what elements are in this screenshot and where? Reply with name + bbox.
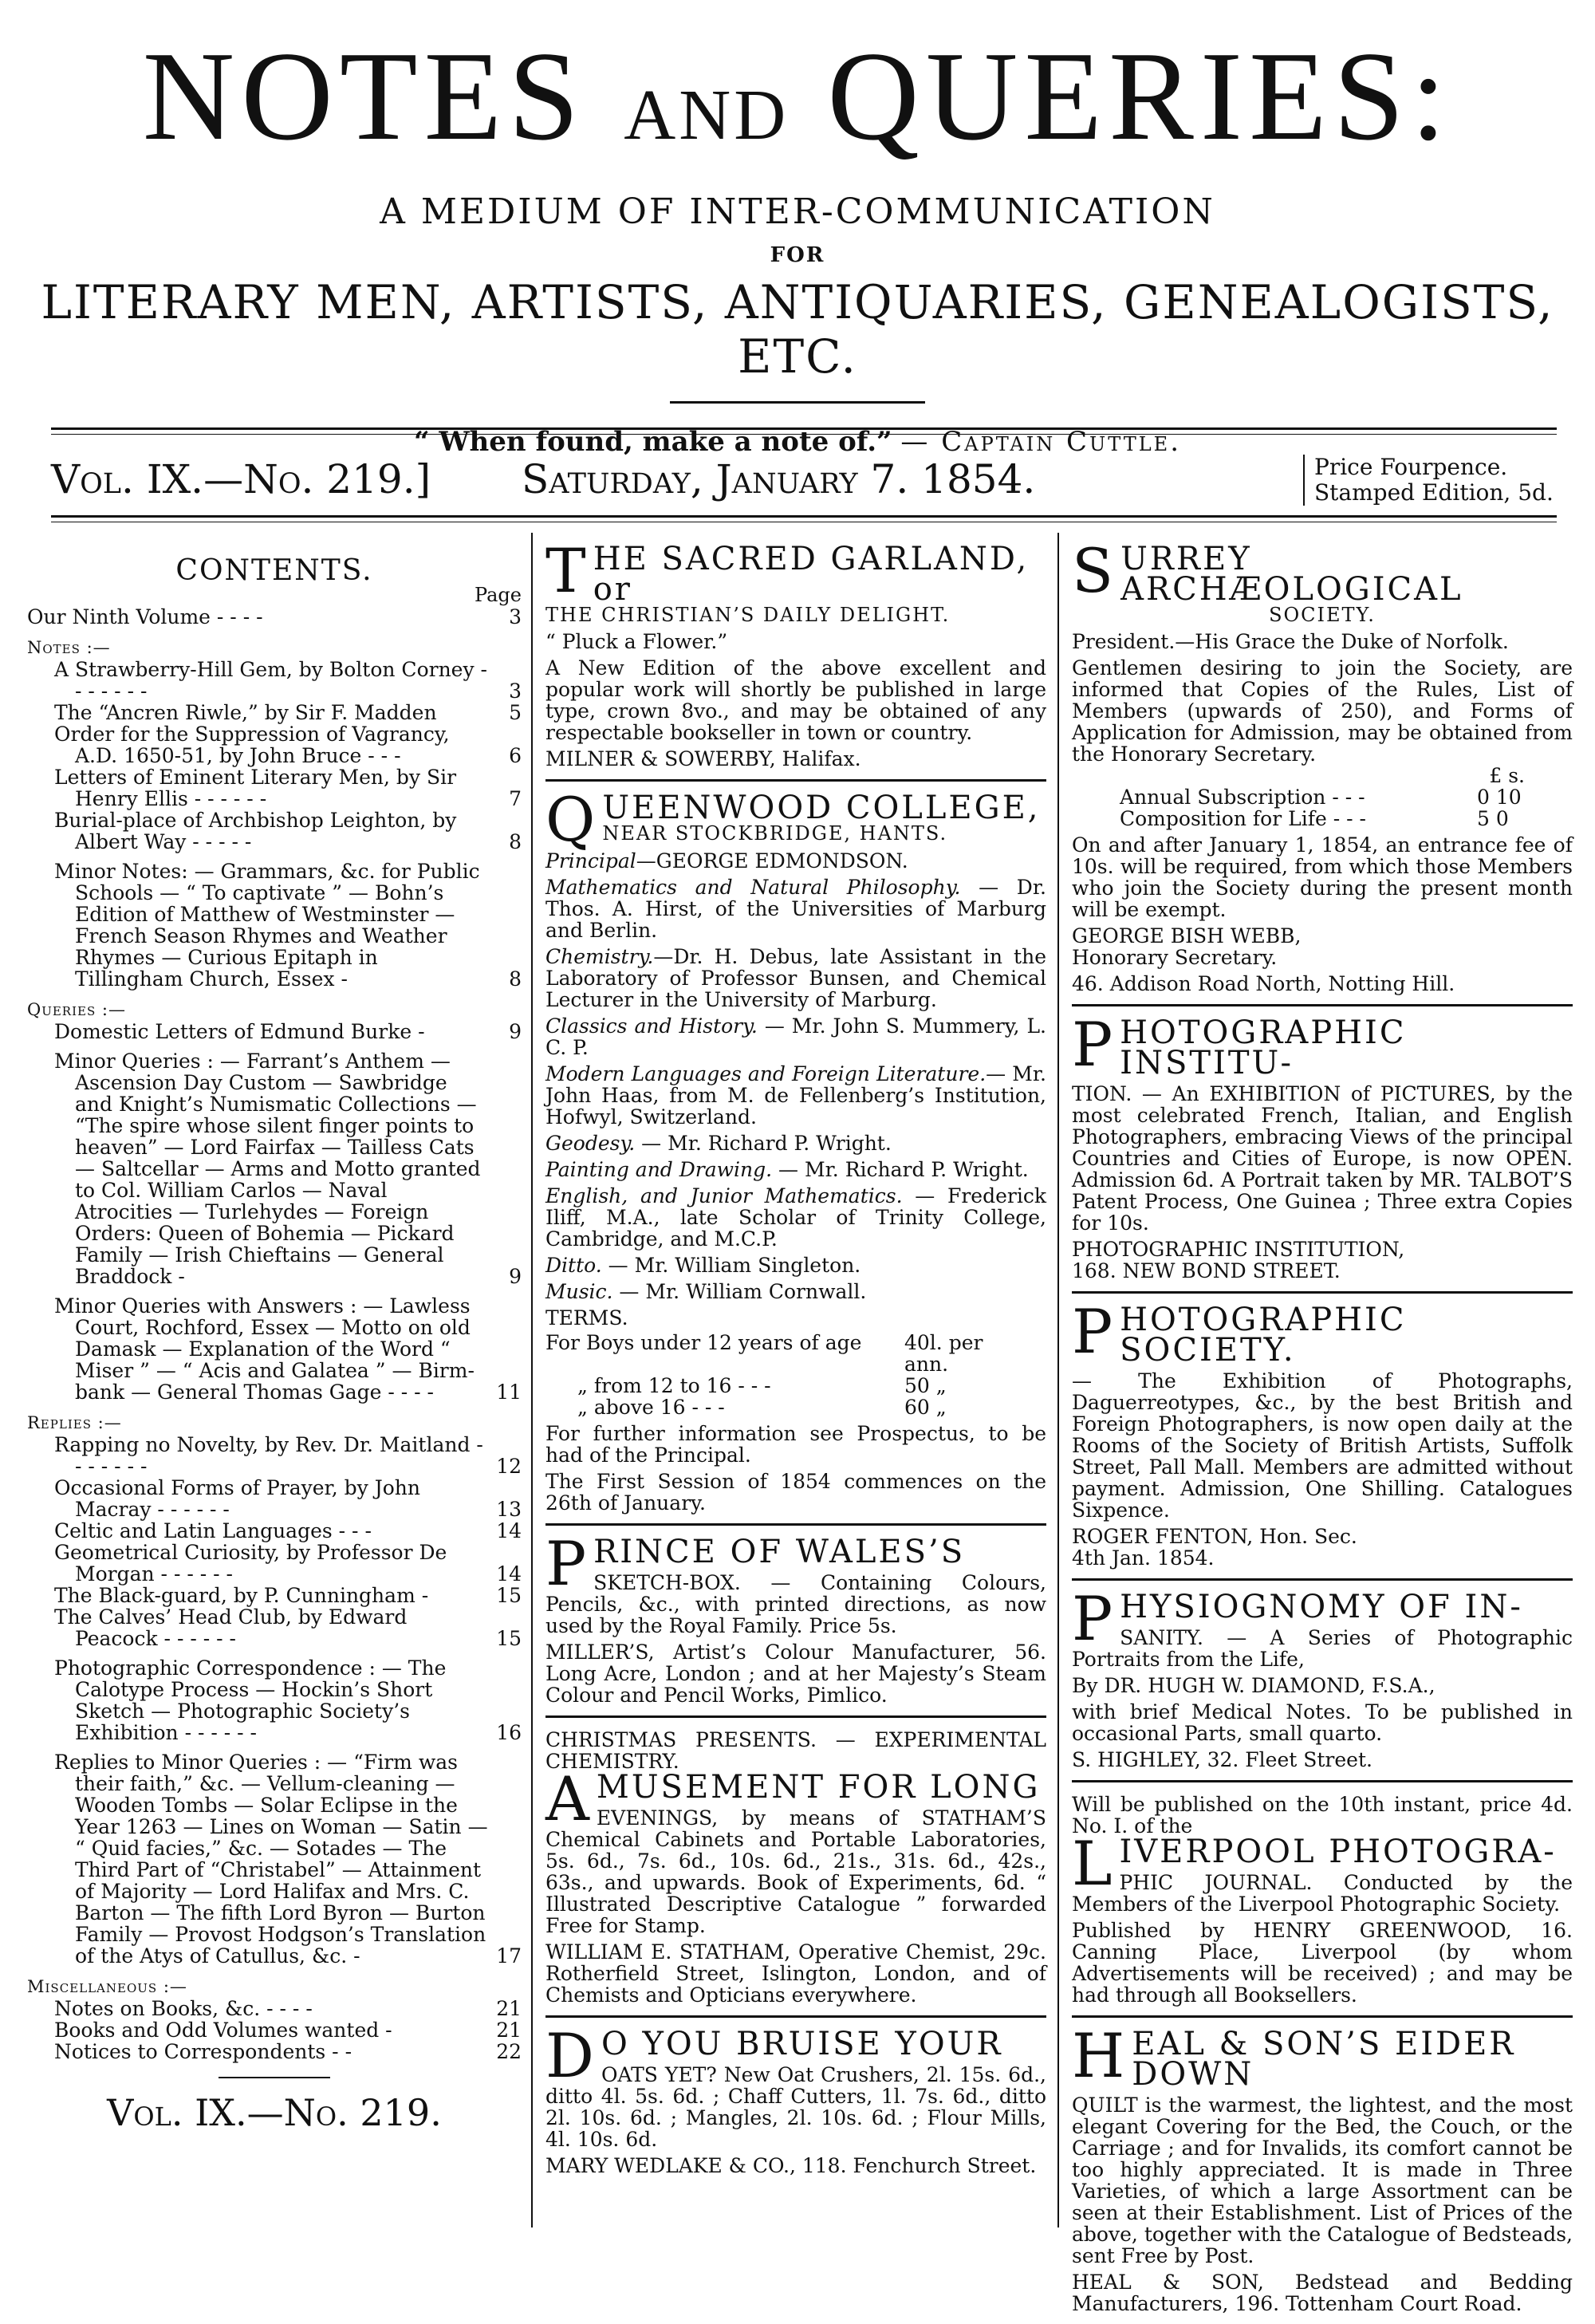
ad-author: By DR. HUGH W. DIAMOND, F.S.A., [1072, 1674, 1436, 1697]
ad-body: — The Exhibition of Photographs, Daguerreotypes, &c., by the best British and Foreign Photographers, is now open daily at the Rooms of the Society of British Artists, Suffolk Street, Pall Mall. Members are admitted without payment. Admission, One Shilling. Catalogues Sixpence. [1072, 1369, 1573, 1522]
price-block [1303, 455, 1554, 506]
ad-subtitle: SOCIETY. [1269, 604, 1376, 626]
ad-body: EVENINGS, by means of STATHAM’S Chemical Cabinets and Portable Laboratories, 5s. 6d., 7s. 6d., 10s. 6d., 21s., 31s. 6d., 42s., 63s., and upwards. Book of Experiments, 6d. “ Illustrated Descriptive Catalogue ” forwarded Free for Stamp. [545, 1806, 1046, 1937]
ad-subtitle: NEAR STOCKBRIDGE, HANTS. [602, 822, 948, 845]
double-rule-top [51, 427, 1557, 435]
ad-body: SKETCH-BOX. — Containing Colours, Pencils, &c., with printed directions, as now used by the Royal Family. Price 5s. [545, 1571, 1046, 1637]
fee-row: Composition for Life - - - 5 0 [1120, 807, 1509, 830]
masthead [0, 25, 1595, 458]
ad-body: TION. — An EXHIBITION of PICTURES, by the most celebrated French, Italian, and English Photographers, embracing Views of the principal Countries and Cities of Europe, is now OPEN. Admission 6d. A Portrait taken by MR. TALBOT’S Patent Process, One Guinea ; Three extra Copies for 10s. [1072, 1082, 1573, 1235]
contents-entry: The “Ancren Riwle,” by Sir F. Madden 5 [54, 701, 522, 724]
ad-surrey-society [1072, 533, 1573, 1006]
contents-entry: Domestic Letters of Edmund Burke - 9 [54, 1020, 522, 1043]
drop-cap: Q [545, 784, 598, 855]
title-notes: NOTES [142, 25, 586, 167]
ad-signature: MILLER’S, Artist’s Colour Manufacturer, 56. Long Acre, London ; and at her Majesty’s Steam Colour and Pencil Works, Pimlico. [545, 1641, 1046, 1707]
ad-body: Published by HENRY GREENWOOD, 16. Canning Place, Liverpool (by whom Advertisements will be received) ; and may be had through all Booksellers. [1072, 1919, 1573, 2007]
price-line: Stamped Edition, 5d. [1314, 479, 1554, 506]
staff-line: English, and Junior Mathematics. — Frederick Iliff, M.A., late Scholar of Trinity College, Cambridge, and M.C.P. [545, 1184, 1047, 1251]
section-label: Notes :— [27, 638, 111, 657]
drop-cap: P [1072, 1009, 1116, 1080]
contents-entry: Minor Queries with Answers : — Lawless Court, Rochford, Essex — Motto on old Damask — Explanation of the Word “ Miser ” — “ Acis and Galatea ” — Birm-bank — General Thomas Gage - - - - 11 [54, 1294, 522, 1404]
staff-line: Chemistry.—Dr. H. Debus, late Assistant in the Laboratory of Professor Bunsen, and Chemical Lecturer in the University of Marburg. [545, 945, 1046, 1011]
ad-signature: S. HIGHLEY, 32. Fleet Street. [1072, 1748, 1372, 1771]
motto-author: — Captain Cuttle. [900, 426, 1182, 458]
drop-cap: P [1072, 1296, 1116, 1367]
ad-body: Gentlemen desiring to join the Society, are informed that Copies of the Rules, List of Members (upwards of 250), and Forms of Application for Admission, may be obtained from the Honorary Secretary. [1072, 656, 1573, 766]
ad-body: SANITY. — A Series of Photographic Portraits from the Life, [1072, 1626, 1573, 1671]
ad-signature: GEORGE BISH WEBB, [1072, 924, 1302, 947]
double-rule-bottom [51, 515, 1557, 522]
divider [219, 2077, 330, 2078]
staff-line: Ditto. — Mr. William Singleton. [545, 1254, 861, 1277]
contents-entry: Notes on Books, &c. - - - - 21 [54, 1997, 522, 2020]
ad-body: President.—His Grace the Duke of Norfolk. [1072, 630, 1509, 653]
ad-body: PHIC JOURNAL. Conducted by the Members of the Liverpool Photographic Society. [1072, 1871, 1573, 1916]
contents-entry: Order for the Suppression of Vagrancy, A.D. 1650-51, by John Bruce - - - 6 [54, 723, 522, 767]
staff-line: Mathematics and Natural Philosophy. — Dr. Thos. A. Hirst, of the Universities of Marburg and Berlin. [545, 876, 1046, 942]
section-label: Miscellaneous :— [27, 1977, 187, 1996]
ad-liverpool-journal [1072, 1782, 1573, 2018]
drop-cap: H [1072, 2020, 1128, 2091]
staff-line: Modern Languages and Foreign Literature.— Mr. John Haas, from M. de Fellenberg’s Institution, Hofwyl, Switzerland. [545, 1062, 1046, 1129]
ad-body: A New Edition of the above excellent and popular work will shortly be published in large type, crown 8vo., and may be obtained of any respectable bookseller in town or country. [545, 656, 1046, 744]
contents-entry: Occasional Forms of Prayer, by John Macray - - - - - - 13 [54, 1476, 522, 1521]
ad-signature: PHOTOGRAPHIC INSTITUTION, [1072, 1238, 1405, 1261]
contents-entry: Rapping no Novelty, by Rev. Dr. Maitland - - - - - - - 12 [54, 1433, 522, 1478]
subtitle-audience: LITERARY MEN, ARTISTS, ANTIQUARIES, GENEALOGISTS, ETC. [41, 275, 1554, 384]
ad-title: MUSEMENT FOR LONG [596, 1769, 1041, 1806]
ad-body: The First Session of 1854 commences on the 26th of January. [545, 1470, 1046, 1515]
contents-entry: Minor Queries : — Farrant’s Anthem — Ascension Day Custom — Sawbridge and Knight’s Numismatic Collections — “The spire whose silent finger points to heaven” — Lord Fairfax — Tailless Cats — Saltcellar — Arms and Motto granted to Col. William Carlos — Naval Atrocities — Turlehydes — Foreign Orders: Queen of Bohemia — Pickard Family — Irish Chieftains — General Braddock - 9 [54, 1050, 522, 1288]
staff-line: Geodesy. — Mr. Richard P. Wright. [545, 1132, 892, 1155]
volume-footer: Vol. IX.—No. 219. [107, 2091, 442, 2134]
ad-title: HE SACRED GARLAND, or [593, 541, 1030, 608]
contents-entry: Letters of Eminent Literary Men, by Sir Henry Ellis - - - - - - 7 [54, 766, 522, 810]
ad-title: UEENWOOD COLLEGE, [602, 790, 1041, 826]
ad-title: URREY ARCHÆOLOGICAL [1120, 541, 1463, 608]
ad-physiognomy [1072, 1581, 1573, 1782]
drop-cap: A [545, 1763, 592, 1834]
ad-address: 46. Addison Road North, Notting Hill. [1072, 972, 1455, 995]
ad-signature: ROGER FENTON, Hon. Sec. [1072, 1525, 1357, 1548]
fee-row: Annual Subscription - - - 0 10 [1120, 786, 1522, 809]
contents-entry: Burial-place of Archbishop Leighton, by Albert Way - - - - - 8 [54, 809, 522, 853]
ad-subtitle: THE CHRISTIAN’S DAILY DELIGHT. [545, 604, 951, 626]
ad-title: RINCE OF WALES’S [593, 1534, 966, 1570]
divider [670, 401, 925, 404]
ad-header: Will be published on the 10th instant, price 4d. No. I. of the [1072, 1793, 1573, 1838]
ad-signature: 168. NEW BOND STREET. [1072, 1259, 1341, 1282]
ad-title: HOTOGRAPHIC SOCIETY. [1120, 1302, 1407, 1369]
contents-entry: The Calves’ Head Club, by Edward Peacock - - - - - - 15 [54, 1605, 522, 1650]
ad-oat-crushers [545, 2018, 1046, 2186]
issue-line [51, 447, 1557, 506]
title-queries: QUERIES: [827, 25, 1453, 167]
contents-entry: Our Ninth Volume - - - - 3 [27, 605, 522, 628]
ad-quote: “ Pluck a Flower.” [545, 630, 728, 653]
contents-entry: Books and Odd Volumes wanted - 21 [54, 2019, 522, 2042]
ad-body: On and after January 1, 1854, an entrance fee of 10s. will be required, from which those Members who join the Society during the present month will be exempt. [1072, 833, 1573, 921]
ad-signature: HEAL & SON, Bedstead and Bedding Manufacturers, 196. Tottenham Court Road. [1072, 2271, 1573, 2315]
ad-signature: MARY WEDLAKE & CO., 118. Fenchurch Street. [545, 2154, 1037, 2177]
ad-header: CHRISTMAS PRESENTS. — EXPERIMENTAL CHEMISTRY. [545, 1728, 1046, 1773]
drop-cap: L [1072, 1828, 1115, 1899]
volume-number: Vol. IX.—No. 219.] [51, 456, 431, 502]
ad-title: EAL & SON’S EIDER DOWN [1132, 2026, 1516, 2093]
drop-cap: S [1072, 535, 1116, 606]
drop-cap: D [545, 2020, 597, 2091]
drop-cap: P [1072, 1583, 1116, 1654]
ad-body: OATS YET? New Oat Crushers, 2l. 15s. 6d., ditto 4l. 5s. 6d. ; Chaff Cutters, 1l. 7s. 6d., ditto 2l. 10s. 6d. ; Mangles, 2l. 10s. 6d. ; Flour Mills, 4l. 10s. 6d. [545, 2063, 1046, 2151]
subtitle-for: FOR [770, 243, 825, 267]
section-label: Queries :— [27, 1000, 127, 1019]
contents-entry: Replies to Minor Queries : — “Firm was their faith,” &c. — Vellum-cleaning — Wooden Tombs — Solar Eclipse in the Year 1263 — Lines on Woman — Satin — “ Quid facies,” &c. — Sotades — The Third Part of “Christabel” — Attainment of Majority — Lord Halifax and Mrs. C. Barton — The fifth Lord Byron — Burton Family — Provost Hodgson’s Translation of the Atys of Catullus, &c. - 17 [54, 1751, 522, 1968]
right-column [1072, 533, 1573, 2324]
ad-photographic-society [1072, 1294, 1573, 1581]
staff-line: Classics and History. — Mr. John S. Mummery, L. C. P. [545, 1014, 1046, 1059]
contents-entry: Minor Notes: — Grammars, &c. for Public Schools — “ To captivate ” — Bohn’s Edition of Matthew of Westminster — French Season Rhymes and Weather Rhymes — Curious Epitaph in Tillingham Church, Essex - 8 [54, 860, 522, 991]
middle-column [545, 533, 1046, 2186]
section-label: Replies :— [27, 1413, 122, 1432]
title-and: AND [624, 76, 790, 155]
ad-title: O YOU BRUISE YOUR [601, 2026, 1003, 2062]
subtitle-medium: A MEDIUM OF INTER-COMMUNICATION [380, 191, 1215, 232]
motto-text: “ When found, make a note of.” [413, 426, 892, 458]
staff-line: Painting and Drawing. — Mr. Richard P. Wright. [545, 1158, 1029, 1181]
contents-entry: Photographic Correspondence : — The Calotype Process — Hockin’s Short Sketch — Photographic Society’s Exhibition - - - - - - 16 [54, 1656, 522, 1744]
contents-entry: Notices to Correspondents - - 22 [54, 2040, 522, 2063]
contents-entry: Celtic and Latin Languages - - - 14 [54, 1519, 522, 1542]
ad-title: IVERPOOL PHOTOGRA- [1119, 1834, 1557, 1870]
ad-body: For further information see Prospectus, to be had of the Principal. [545, 1422, 1046, 1467]
ad-sacred-garland [545, 533, 1046, 782]
ad-prince-of-wales [545, 1526, 1046, 1718]
terms-heading: TERMS. [545, 1306, 628, 1329]
issue-date: Saturday, January 7. 1854. [522, 456, 1036, 502]
column-rule [531, 533, 533, 2227]
ad-signature: MILNER & SOWERBY, Halifax. [545, 747, 861, 770]
ad-body: QUILT is the warmest, the lightest, and the most elegant Covering for the Bed, the Couch, or the Carriage ; and for Invalids, its comfort cannot be too highly appreciated. It is made in Three Varieties, of which a large Assortment can be seen at their Establishment. List of Prices of the above, together with the Catalogue of Bedsteads, sent Free by Post. [1072, 2094, 1573, 2267]
ad-body: with brief Medical Notes. To be published in occasional Parts, small quarto. [1072, 1700, 1573, 1745]
column-rule [1057, 533, 1059, 2227]
contents-heading: CONTENTS. [175, 554, 373, 587]
staff-line: Music. — Mr. William Cornwall. [545, 1280, 867, 1303]
ad-queenwood: QUEENWOOD COLLEGE, NEAR STOCKBRIDGE, HANTS. Principal—GEORGE EDMONDSON. Mathematics and Natural Philosophy. — Dr. Thos. A. Hirst, of the Universities of Marburg and Berlin. Chemistry.—Dr. H. Debus, late Assistant in the Laboratory of Professor Bunsen, and Chemical Lecturer in the University of Marburg. Classics and History. — Mr. John S. Mummery, L. C. P. Modern Languages and Foreign Literature.— Mr. John Haas, from M. de Fellenberg’s Institution, Hofwyl, Switzerland. Geodesy. — Mr. Richard P. Wright. Painting and Drawing. — Mr. Richard P. Wright. English, and Junior Mathematics. — Frederick Iliff, M.A., late Scholar of Trinity College, Cambridge, and M.C.P. Ditto. — Mr. William Singleton. Music. — Mr. William Cornwall. TERMS. For Boys under 12 years of age 40l. per ann. „ from 12 to 16 - - - 50 „ „ above 16 - - - 60 „ For further information see Prospectus, to be had of the Principal. The First Session of 1854 commences on the 26th of January. [545, 782, 1046, 1526]
ad-christmas-chemistry [545, 1718, 1046, 2018]
drop-cap: T [545, 535, 589, 606]
contents-entry: Geometrical Curiosity, by Professor De Morgan - - - - - - 14 [54, 1541, 522, 1585]
ad-date: 4th Jan. 1854. [1072, 1546, 1215, 1570]
page-label: Page [475, 584, 522, 606]
contents-entry: The Black-guard, by P. Cunningham - 15 [54, 1584, 522, 1607]
terms-table: For Boys under 12 years of age 40l. per ann. „ from 12 to 16 - - - 50 „ „ above 16 - - - 60 „ [545, 1331, 983, 1419]
journal-title [0, 25, 1595, 167]
ad-title: HOTOGRAPHIC INSTITU- [1120, 1014, 1407, 1081]
price-line: Price Fourpence. [1314, 454, 1508, 480]
drop-cap: P [545, 1528, 589, 1599]
ad-title: HYSIOGNOMY OF IN- [1120, 1589, 1523, 1625]
ad-photographic-institution [1072, 1006, 1573, 1294]
contents-entry: A Strawberry-Hill Gem, by Bolton Corney - - - - - - - 3 [54, 658, 522, 703]
ad-heal-son [1072, 2018, 1573, 2324]
money-heading: £ s. [1489, 764, 1525, 787]
contents-column [27, 533, 522, 2134]
ad-signature: Honorary Secretary. [1072, 946, 1278, 969]
ad-signature: WILLIAM E. STATHAM, Operative Chemist, 29c. Rotherfield Street, Islington, London, and of Chemists and Opticians everywhere. [545, 1940, 1046, 2007]
